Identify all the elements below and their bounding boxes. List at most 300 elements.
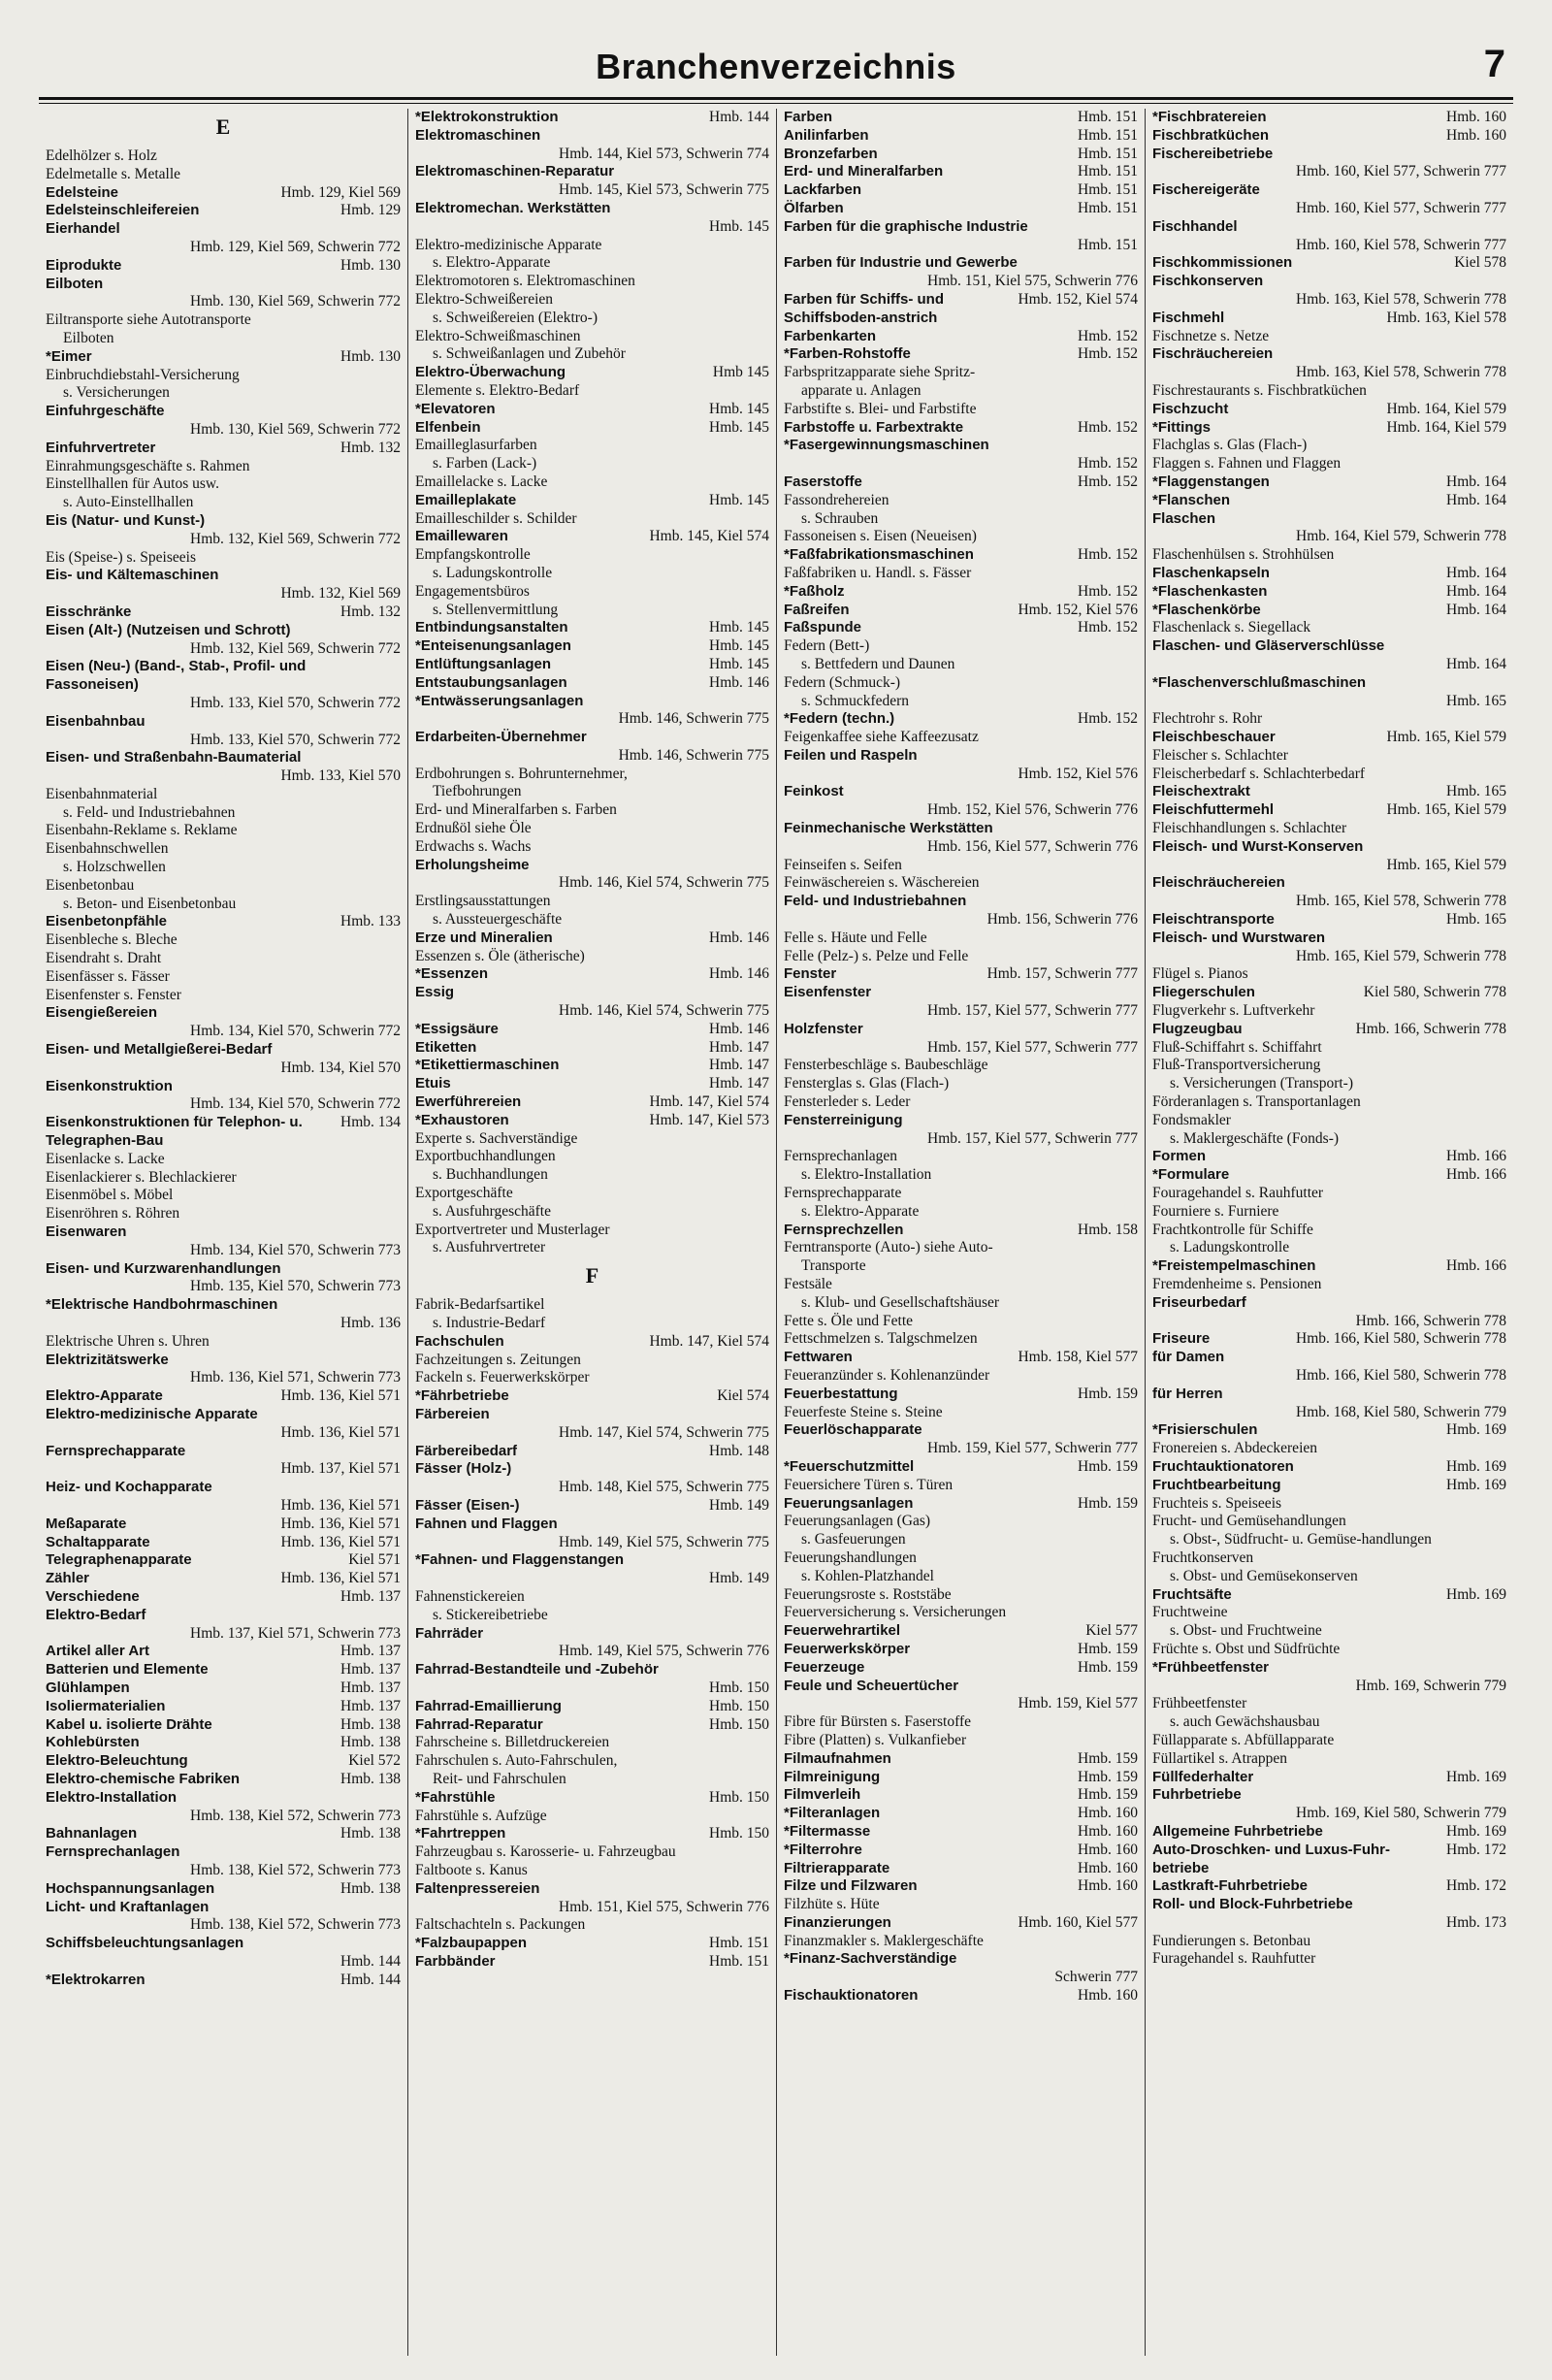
cross-reference-continuation: s. Schweißereien (Elektro-) [433, 309, 598, 326]
cross-reference: Eisenbahn-Reklame s. Reklame [46, 822, 238, 839]
entry-reference: Hmb. 169 [1446, 1585, 1506, 1603]
entry-reference: Kiel 577 [1085, 1622, 1138, 1640]
entry-heading: Faßreifen [784, 601, 850, 618]
directory-entry [784, 965, 1138, 984]
entry-heading: Holzfenster [784, 1020, 863, 1037]
cross-reference: Filzhüte s. Hüte [784, 1896, 880, 1913]
cross-reference-continuation: s. Holzschwellen [63, 859, 166, 876]
cross-reference: Fernsprechapparate [784, 1185, 902, 1202]
directory-entry [1152, 1877, 1506, 1896]
entry-reference: Hmb. 145 [709, 655, 769, 672]
entry-reference-line [415, 1479, 769, 1497]
entry-reference-line [46, 1095, 401, 1114]
entry-heading: *Farben-Rohstoffe [784, 345, 911, 363]
entry-heading: *Frühbeetfenster [1152, 1658, 1270, 1676]
directory-entry [784, 1987, 1138, 2005]
cross-reference: Fluß-Transportversicherung [1152, 1057, 1321, 1074]
entry-reference-line [46, 1315, 401, 1333]
entry-reference: Hmb. 132, Kiel 569, Schwerin 772 [190, 530, 401, 547]
entry-reference: Hmb. 163, Kiel 578, Schwerin 778 [1296, 364, 1506, 381]
entry-heading: *Flaggenstangen [1152, 473, 1270, 490]
entry-reference: Hmb. 166 [1446, 1257, 1506, 1275]
entry-reference: Hmb. 146 [709, 1020, 769, 1037]
directory-entry [1152, 984, 1506, 1002]
entry-reference: Hmb. 160, Kiel 577, Schwerin 777 [1296, 199, 1506, 216]
entry-reference: Hmb. 151 [1078, 145, 1138, 162]
entry-reference-line [46, 695, 401, 713]
cross-reference: Fremdenheime s. Pensionen [1152, 1276, 1322, 1292]
directory-entry [1152, 1021, 1506, 1039]
entry-reference: Hmb. 164, Kiel 579 [1386, 400, 1506, 417]
directory-entry [46, 1972, 401, 1990]
cross-reference: Feinwäschereien s. Wäschereien [784, 874, 980, 892]
entry-reference: Hmb. 146 [709, 929, 769, 946]
entry-heading: Lackfarben [784, 181, 862, 199]
entry-heading: Lastkraft-Fuhrbetriebe [1152, 1877, 1309, 1895]
entry-reference: Hmb. 137 [340, 1697, 401, 1714]
directory-entry [46, 1406, 401, 1424]
entry-reference-line [1152, 1367, 1506, 1386]
entry-reference: Hmb. 135, Kiel 570, Schwerin 773 [190, 1278, 401, 1295]
cross-reference: Feuerfeste Steine s. Steine [784, 1403, 943, 1420]
entry-heading: *Faßfabrikationsmaschinen [784, 546, 974, 564]
entry-heading: Bahnanlagen [46, 1825, 138, 1842]
entry-reference-line [784, 911, 1138, 929]
directory-entry [784, 546, 1138, 565]
cross-reference: Eisenfenster s. Fenster [46, 986, 181, 1003]
cross-reference-continuation: s. Klub- und Gesellschaftshäuser [801, 1293, 1000, 1311]
cross-reference: Einbruchdiebstahl-Versicherung [46, 366, 240, 383]
entry-heading: Fahnen und Flaggen [415, 1515, 558, 1532]
entry-reference: Kiel 580, Schwerin 778 [1363, 984, 1506, 1001]
directory-entry [784, 583, 1138, 602]
entry-reference-line [46, 1242, 401, 1260]
directory-entry [415, 1698, 769, 1716]
entry-reference-line [1152, 1313, 1506, 1331]
entry-reference: Kiel 574 [717, 1387, 769, 1405]
entry-heading: Fliegerschulen [1152, 984, 1255, 1001]
cross-reference: Eisenlacke s. Lacke [46, 1150, 165, 1167]
entry-reference: Hmb. 165 [1446, 692, 1506, 709]
entry-reference: Hmb. 164 [1446, 601, 1506, 618]
entry-heading: Fischkonserven [1152, 273, 1264, 290]
directory-entry [1152, 637, 1506, 656]
directory-entry [46, 276, 401, 294]
cross-reference-continuation: s. Buchhandlungen [433, 1166, 548, 1184]
cross-reference: Feuerungsroste s. Roststäbe [784, 1585, 952, 1603]
cross-reference: Erd- und Mineralfarben s. Farben [415, 801, 617, 819]
header-rule [39, 97, 1513, 100]
entry-reference: Hmb. 168, Kiel 580, Schwerin 779 [1296, 1403, 1506, 1420]
entry-reference: Hmb. 159 [1078, 1768, 1138, 1785]
cross-reference: Eisenröhren s. Röhren [46, 1205, 180, 1223]
entry-reference-line [46, 767, 401, 786]
entry-reference: Hmb. 151 [1078, 163, 1138, 180]
entry-heading: Fleisch- und Wurst-Konserven [1152, 837, 1364, 855]
entry-reference: Hmb. 136 [340, 1315, 401, 1331]
entry-reference: Hmb. 158 [1078, 1221, 1138, 1238]
entry-reference: Hmb. 136, Kiel 571, Schwerin 773 [190, 1369, 401, 1386]
entry-heading: Einfuhrvertreter [46, 439, 156, 456]
cross-reference: Edelmetalle s. Metalle [46, 165, 181, 182]
entry-reference: Hmb. 160 [1078, 1805, 1138, 1822]
entry-reference: Hmb. 147 [709, 1075, 769, 1092]
directory-entry [784, 1495, 1138, 1514]
cross-reference-continuation: s. Elektro-Installation [801, 1166, 932, 1184]
directory-entry [784, 1386, 1138, 1404]
directory-entry [784, 1860, 1138, 1878]
cross-reference-continuation: s. Versicherungen [63, 384, 170, 402]
entry-reference: Hmb. 138 [340, 1879, 401, 1897]
entry-reference: Hmb. 151 [709, 1935, 769, 1952]
entry-heading: Fischereibetriebe [1152, 145, 1274, 162]
directory-entry [46, 1935, 401, 1953]
entry-reference-line [784, 237, 1138, 255]
directory-entry [415, 1661, 769, 1679]
entry-heading: Feinkost [784, 783, 844, 800]
entry-reference-line [1152, 948, 1506, 966]
entry-heading: Fernsprechapparate [46, 1442, 186, 1459]
directory-entry [46, 603, 401, 622]
entry-reference: Hmb. 133, Kiel 570 [280, 767, 401, 785]
directory-entry [46, 1679, 401, 1698]
entry-heading: Fenster [784, 965, 837, 983]
entry-reference-line [415, 1570, 769, 1588]
entry-heading: Etiketten [415, 1038, 477, 1056]
cross-reference: Emailleglasurfarben [415, 437, 537, 454]
entry-heading: Eisenkonstruktion [46, 1077, 173, 1094]
entry-reference: Hmb. 152, Kiel 576 [1018, 601, 1138, 618]
directory-entry [46, 1771, 401, 1789]
entry-reference: Hmb. 145 [709, 418, 769, 436]
directory-entry [415, 1497, 769, 1516]
entry-reference-line [415, 747, 769, 766]
cross-reference-continuation: s. Gasfeuerungen [801, 1531, 906, 1549]
cross-reference: Fensterleder s. Leder [784, 1093, 911, 1111]
directory-entry [1152, 874, 1506, 893]
entry-heading: Elektro-Bedarf [46, 1606, 146, 1623]
directory-entry [46, 713, 401, 732]
entry-reference: Hmb. 151 [709, 1952, 769, 1970]
entry-reference: Hmb. 159 [1078, 1385, 1138, 1402]
entry-reference: Hmb. 160, Kiel 578, Schwerin 777 [1296, 236, 1506, 253]
entry-reference: Hmb. 169 [1446, 1457, 1506, 1475]
cross-reference: Förderanlagen s. Transportanlagen [1152, 1093, 1361, 1111]
entry-heading: Fischzucht [1152, 400, 1229, 417]
cross-reference-continuation: s. Aussteuergeschäfte [433, 911, 563, 929]
entry-reference: Hmb. 136, Kiel 571 [280, 1496, 401, 1514]
cross-reference-continuation: s. Schrauben [801, 509, 879, 527]
directory-entry [415, 1516, 769, 1534]
directory-entry [415, 619, 769, 637]
entry-heading: Feuerzeuge [784, 1658, 865, 1676]
cross-reference: Elektrische Uhren s. Uhren [46, 1332, 210, 1350]
entry-heading: Allgemeine Fuhrbetriebe [1152, 1822, 1323, 1840]
directory-entry [46, 1387, 401, 1406]
directory-entry [415, 1039, 769, 1058]
entry-reference: Hmb. 146, Schwerin 775 [618, 746, 769, 764]
entry-reference: Hmb. 148 [709, 1442, 769, 1459]
cross-reference: Essenzen s. Öle (ätherische) [415, 947, 585, 964]
entry-reference: Hmb. 134, Kiel 570, Schwerin 772 [190, 1095, 401, 1113]
cross-reference: Fachzeitungen s. Zeitungen [415, 1351, 581, 1368]
entry-heading: *Fährbetriebe [415, 1387, 509, 1405]
entry-reference: Hmb. 164, Kiel 579, Schwerin 778 [1296, 528, 1506, 545]
cross-reference: Eisendraht s. Draht [46, 950, 162, 967]
directory-entry [415, 1716, 769, 1735]
directory-entry [784, 328, 1138, 346]
cross-reference: Fensterglas s. Glas (Flach-) [784, 1075, 950, 1092]
entry-heading: Entlüftungsanlagen [415, 655, 551, 672]
entry-reference: Hmb. 169 [1446, 1768, 1506, 1785]
directory-entry [46, 1661, 401, 1679]
entry-reference: Hmb. 169 [1446, 1421, 1506, 1439]
entry-heading: *Fittings [1152, 418, 1211, 436]
directory-entry [46, 403, 401, 421]
entry-reference: Hmb. 150 [709, 1715, 769, 1733]
directory-entry [415, 1880, 769, 1899]
cross-reference: Flaschenlack s. Siegellack [1152, 619, 1311, 636]
entry-reference: Hmb. 156, Kiel 577, Schwerin 776 [927, 837, 1138, 855]
entry-heading: Meßaparate [46, 1515, 127, 1532]
entry-reference-line [1152, 364, 1506, 382]
entry-reference: Hmb. 152 [1078, 582, 1138, 600]
header-rule-thin [39, 103, 1513, 104]
directory-entry [415, 1057, 769, 1075]
entry-reference: Hmb. 165, Kiel 579 [1386, 729, 1506, 746]
column-1 [39, 109, 407, 2356]
entry-heading: Batterien und Elemente [46, 1661, 209, 1679]
entry-heading: *Fischbratereien [1152, 109, 1267, 125]
entry-heading: Elektromaschinen-Reparatur [415, 163, 615, 180]
directory-entry [1152, 729, 1506, 747]
directory-entry [415, 674, 769, 693]
directory-entry [1152, 146, 1506, 164]
entry-reference-line [46, 585, 401, 603]
entry-heading: Farbbänder [415, 1952, 496, 1970]
directory-entry [415, 492, 769, 510]
directory-entry [784, 127, 1138, 146]
entry-reference: Hmb. 150 [709, 1825, 769, 1842]
directory-entry [784, 1877, 1138, 1896]
entry-reference: Hmb. 152, Kiel 576, Schwerin 776 [927, 801, 1138, 819]
entry-reference-line [1152, 1914, 1506, 1933]
directory-entry [46, 1041, 401, 1060]
directory-entry [46, 1570, 401, 1588]
cross-reference: Fruchtweine [1152, 1604, 1228, 1621]
cross-reference: Fischnetze s. Netze [1152, 327, 1270, 344]
directory-entry [46, 1843, 401, 1862]
entry-reference: Hmb. 133, Kiel 570, Schwerin 772 [190, 731, 401, 748]
entry-heading: Fruchtbearbeitung [1152, 1476, 1281, 1493]
entry-reference: Hmb. 159 [1078, 1457, 1138, 1475]
entry-heading: Licht- und Kraftanlagen [46, 1898, 210, 1915]
entry-heading: Elektro-Installation [46, 1788, 178, 1806]
cross-reference-continuation: s. Schweißanlagen und Zubehör [433, 345, 626, 363]
entry-reference: Hmb. 144 [340, 1952, 401, 1970]
entry-reference: Hmb. 145 [709, 491, 769, 508]
cross-reference-continuation: s. Schmuckfedern [801, 692, 910, 709]
cross-reference: Elektro-Schweißereien [415, 290, 554, 308]
directory-entry [784, 437, 1138, 455]
entry-heading: Farben für Schiffs- und Schiffsboden-anstrich [784, 290, 944, 326]
entry-heading: Filmreinigung [784, 1768, 881, 1785]
directory-entry [46, 440, 401, 458]
cross-reference: Federn (Schmuck-) [784, 673, 901, 691]
directory-entry [415, 1789, 769, 1808]
entry-heading: Faßspunde [784, 619, 862, 636]
entry-reference-line [415, 1424, 769, 1443]
entry-reference: Hmb. 173 [1446, 1913, 1506, 1931]
entry-reference: Hmb. 157, Kiel 577, Schwerin 777 [927, 1129, 1138, 1147]
directory-entry [415, 929, 769, 948]
entry-heading: für Damen [1152, 1349, 1225, 1366]
entry-reference: Hmb. 136, Kiel 571 [280, 1515, 401, 1532]
entry-heading: Kohlebürsten [46, 1734, 140, 1751]
cross-reference: Ferntransporte (Auto-) siehe Auto- [784, 1239, 993, 1256]
cross-reference: Fahnenstickereien [415, 1587, 525, 1605]
cross-reference: Erstlingsausstattungen [415, 893, 551, 910]
entry-heading: *Entwässerungsanlagen [415, 692, 584, 709]
directory-entry [784, 1021, 1138, 1039]
directory-entry [784, 1805, 1138, 1823]
section-letter: E [215, 114, 231, 139]
entry-reference: Hmb. 129, Kiel 569 [280, 183, 401, 201]
entry-heading: Eisen- und Kurzwarenhandlungen [46, 1259, 281, 1277]
entry-reference-line [46, 1625, 401, 1644]
entry-reference-line [46, 1060, 401, 1078]
cross-reference: Experte s. Sachverständige [415, 1129, 578, 1147]
cross-reference: Elektromotoren s. Elektromaschinen [415, 273, 635, 290]
entry-reference-line [784, 801, 1138, 820]
directory-entry [1152, 1458, 1506, 1477]
entry-reference: Hmb. 159 [1078, 1749, 1138, 1767]
entry-reference: Hmb. 147, Kiel 574, Schwerin 775 [559, 1423, 769, 1441]
cross-reference: Fleischerbedarf s. Schlachterbedarf [1152, 765, 1366, 782]
entry-reference: Hmb. 150 [709, 1679, 769, 1696]
directory-entry [415, 656, 769, 674]
entry-heading: Fachschulen [415, 1332, 504, 1350]
entry-heading: Friseurbedarf [1152, 1293, 1246, 1311]
directory-entry [1152, 127, 1506, 146]
entry-heading: Verschiedene [46, 1587, 140, 1605]
entry-heading: Eisen (Alt-) (Nutzeisen und Schrott) [46, 621, 291, 638]
directory-entry [415, 1333, 769, 1352]
directory-entry [1152, 838, 1506, 857]
entry-reference: Hmb 145 [712, 364, 769, 381]
entry-reference: Hmb. 149, Kiel 575, Schwerin 776 [559, 1643, 769, 1660]
directory-entry [46, 658, 401, 695]
directory-entry [415, 1953, 769, 1972]
entry-reference: Hmb. 169 [1446, 1476, 1506, 1493]
entry-reference: Hmb. 160 [1446, 126, 1506, 144]
entry-reference: Hmb. 158, Kiel 577 [1018, 1349, 1138, 1366]
entry-heading: *Flaschenverschlußmaschinen [1152, 673, 1367, 691]
entry-reference: Hmb. 151 [1078, 199, 1138, 216]
cross-reference: Feuerungshandlungen [784, 1549, 917, 1566]
entry-heading: Elektro-Apparate [46, 1387, 163, 1405]
directory-entry [415, 1093, 769, 1112]
entry-reference: Hmb. 159, Kiel 577 [1018, 1695, 1138, 1712]
directory-entry [415, 1460, 769, 1479]
entry-heading: Fuhrbetriebe [1152, 1786, 1242, 1804]
entry-reference: Hmb. 133, Kiel 570, Schwerin 772 [190, 694, 401, 711]
directory-entry [415, 1021, 769, 1039]
entry-heading: Färbereibedarf [415, 1442, 518, 1459]
entry-reference: Kiel 572 [348, 1752, 401, 1770]
entry-heading: Faltenpressereien [415, 1879, 540, 1897]
entry-reference-line [415, 218, 769, 237]
entry-reference: Hmb. 136, Kiel 571 [280, 1570, 401, 1587]
entry-heading: Elektro-Überwachung [415, 364, 566, 381]
entry-heading: Formen [1152, 1148, 1207, 1165]
entry-reference: Hmb. 134, Kiel 570 [280, 1059, 401, 1076]
entry-reference: Hmb. 146 [709, 673, 769, 691]
entry-heading: Edelsteine [46, 183, 119, 201]
cross-reference: Engagementsbüros [415, 582, 530, 600]
directory-entry [415, 200, 769, 218]
directory-entry [46, 1698, 401, 1716]
directory-entry [1152, 273, 1506, 291]
cross-reference-continuation: s. Obst- und Gemüsekonserven [1170, 1567, 1358, 1584]
directory-entry [784, 1659, 1138, 1678]
cross-reference: Fahrstühle s. Aufzüge [415, 1807, 547, 1824]
entry-heading: *Fahnen- und Flaggenstangen [415, 1551, 625, 1569]
cross-reference: Füllartikel s. Atrappen [1152, 1749, 1288, 1767]
entry-heading: Feilen und Raspeln [784, 746, 918, 764]
directory-entry [784, 291, 1138, 328]
directory-entry [46, 1716, 401, 1735]
directory-entry [1152, 1166, 1506, 1185]
entry-heading: Feinmechanische Werkstätten [784, 820, 993, 837]
directory-entry [415, 1551, 769, 1570]
entry-heading: *Etikettiermaschinen [415, 1057, 560, 1074]
cross-reference-continuation: s. Kohlen-Platzhandel [801, 1567, 934, 1584]
cross-reference: Flaschenhülsen s. Strohhülsen [1152, 546, 1335, 564]
entry-reference-line [415, 1679, 769, 1698]
entry-heading: Eis (Natur- und Kunst-) [46, 511, 206, 529]
entry-heading: Eisen- und Straßenbahn-Baumaterial [46, 749, 302, 766]
entry-heading: Flugzeugbau [1152, 1020, 1243, 1037]
entry-heading: Eisen- und Metallgießerei-Bedarf [46, 1041, 273, 1059]
entry-heading: Eiprodukte [46, 256, 122, 274]
entry-reference: Hmb. 152 [1078, 473, 1138, 490]
entry-reference: Hmb. 147 [709, 1038, 769, 1056]
entry-reference-line [784, 1130, 1138, 1149]
directory-entry [1152, 310, 1506, 328]
directory-entry [1152, 1769, 1506, 1787]
directory-entry [784, 254, 1138, 273]
directory-entry [46, 1479, 401, 1497]
directory-entry [46, 348, 401, 367]
directory-entry [415, 984, 769, 1002]
entry-reference: Hmb. 132 [340, 603, 401, 620]
entry-reference: Hmb. 146 [709, 965, 769, 983]
entry-reference: Hmb. 152 [1078, 710, 1138, 728]
entry-heading: Ölfarben [784, 199, 844, 216]
entry-reference-line [46, 1460, 401, 1479]
directory-entry [46, 1899, 401, 1917]
entry-reference-line [46, 1808, 401, 1826]
cross-reference: Flugverkehr s. Luftverkehr [1152, 1002, 1315, 1020]
directory-entry [415, 1825, 769, 1843]
entry-reference: Hmb. 132, Kiel 569 [280, 585, 401, 603]
entry-heading: Filtrierapparate [784, 1859, 890, 1876]
entry-heading: Heiz- und Kochapparate [46, 1479, 212, 1496]
entry-reference-line [1152, 857, 1506, 875]
cross-reference: Fette s. Öle und Fette [784, 1312, 914, 1329]
directory-entry [46, 1880, 401, 1899]
